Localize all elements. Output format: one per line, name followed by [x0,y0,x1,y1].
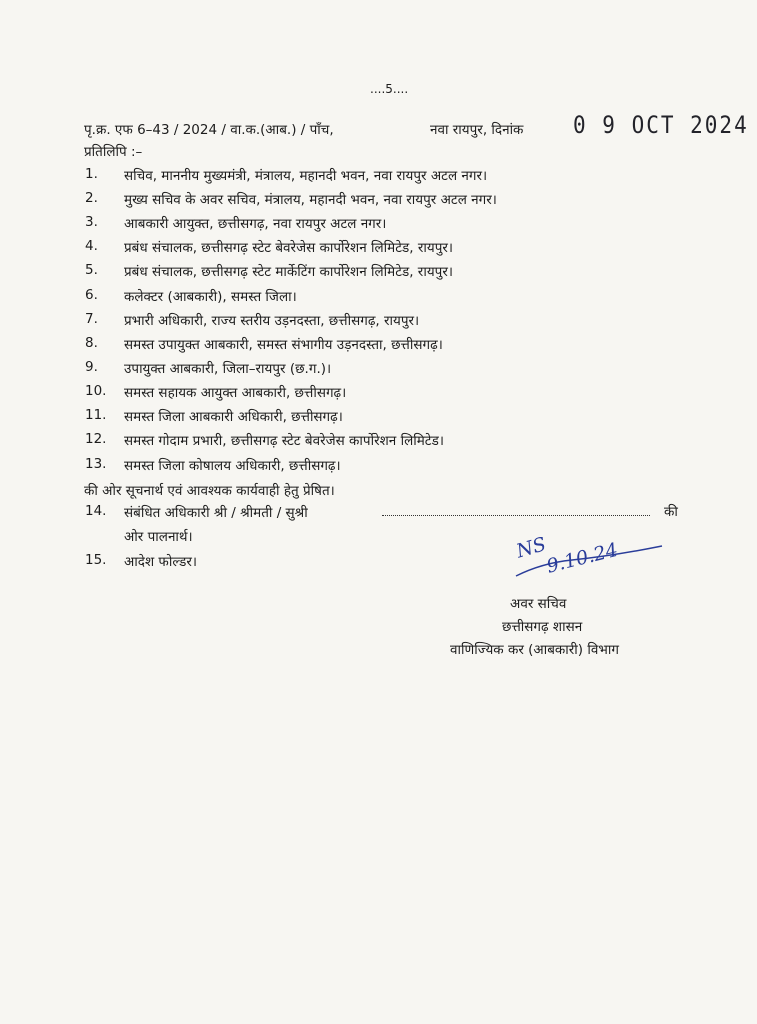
item-number: 6. [85,287,98,303]
signature-date: 9.10.24 [544,538,621,578]
list-item [0,407,757,427]
signatory-department: वाणिज्यिक कर (आबकारी) विभाग [450,642,619,658]
item-number: 15. [85,552,107,568]
item-number: 1. [85,166,98,182]
blank-fill-line [382,515,650,516]
item-text: उपायुक्त आबकारी, जिला–रायपुर (छ.ग.)। [124,361,332,377]
item-text: समस्त उपायुक्त आबकारी, समस्त संभागीय उड़नदस्ता, छत्तीसगढ़। [124,337,443,353]
forwarding-note: की ओर सूचनार्थ एवं आवश्यक कार्यवाही हेतु प्रेषित। [84,483,335,499]
item-continuation: ओर पालनार्थ। [124,529,193,545]
item-text: प्रबंध संचालक, छत्तीसगढ़ स्टेट बेवरेजेस कार्पोरेशन लिमिटेड, रायपुर। [124,240,454,256]
item-text: समस्त सहायक आयुक्त आबकारी, छत्तीसगढ़। [124,385,347,401]
item-text: आबकारी आयुक्त, छत्तीसगढ़, नवा रायपुर अटल नगर। [124,216,387,232]
item-number: 9. [85,359,98,375]
item-number: 14. [85,503,107,519]
item-number: 11. [85,407,107,423]
signatory-title: अवर सचिव [510,596,567,612]
list-item [0,214,757,234]
item-suffix: की [664,504,678,520]
item-number: 3. [85,214,98,230]
item-text: समस्त जिला कोषालय अधिकारी, छत्तीसगढ़। [124,458,341,474]
item-text: सचिव, माननीय मुख्यमंत्री, मंत्रालय, महानदी भवन, नवा रायपुर अटल नगर। [124,168,488,184]
item-number: 5. [85,262,98,278]
list-item [0,238,757,258]
place-date-label: नवा रायपुर, दिनांक [430,122,524,138]
item-number: 12. [85,431,107,447]
copy-to-label: प्रतिलिपि :– [84,144,143,160]
signature-initials: NS [513,533,549,563]
item-number: 2. [85,190,98,206]
item-text: कलेक्टर (आबकारी), समस्त जिला। [124,289,297,305]
item-number: 8. [85,335,98,351]
item-text: आदेश फोल्डर। [124,554,197,570]
item-text: प्रभारी अधिकारी, राज्य स्तरीय उड़नदस्ता, छत्तीसगढ़, रायपुर। [124,313,420,329]
list-item [0,166,757,186]
item-number: 13. [85,456,107,472]
list-item [0,431,757,451]
item-number: 4. [85,238,98,254]
list-item [0,262,757,282]
list-item-14 [0,503,757,523]
list-item [0,335,757,355]
list-item [0,311,757,331]
item-text: मुख्य सचिव के अवर सचिव, मंत्रालय, महानदी भवन, नवा रायपुर अटल नगर। [124,192,497,208]
item-number: 7. [85,311,98,327]
reference-number: पृ.क्र. एफ 6–43 / 2024 / वा.क.(आब.) / पाँच, [84,122,334,138]
list-item [0,287,757,307]
signatory-government: छत्तीसगढ़ शासन [502,619,583,635]
item-text: प्रबंध संचालक, छत्तीसगढ़ स्टेट मार्केटिंग कार्पोरेशन लिमिटेड, रायपुर। [124,264,453,280]
item-text: समस्त गोदाम प्रभारी, छत्तीसगढ़ स्टेट बेवरेजेस कार्पोरेशन लिमिटेड। [124,433,444,449]
item-text: संबंधित अधिकारी श्री / श्रीमती / सुश्री [124,505,308,521]
list-item [0,456,757,476]
list-item [0,359,757,379]
date-stamp: 0 9 OCT 2024 [573,111,749,139]
item-number: 10. [85,383,107,399]
list-item [0,383,757,403]
page-number: ....5.... [370,82,409,96]
item-text: समस्त जिला आबकारी अधिकारी, छत्तीसगढ़। [124,409,343,425]
list-item [0,190,757,210]
